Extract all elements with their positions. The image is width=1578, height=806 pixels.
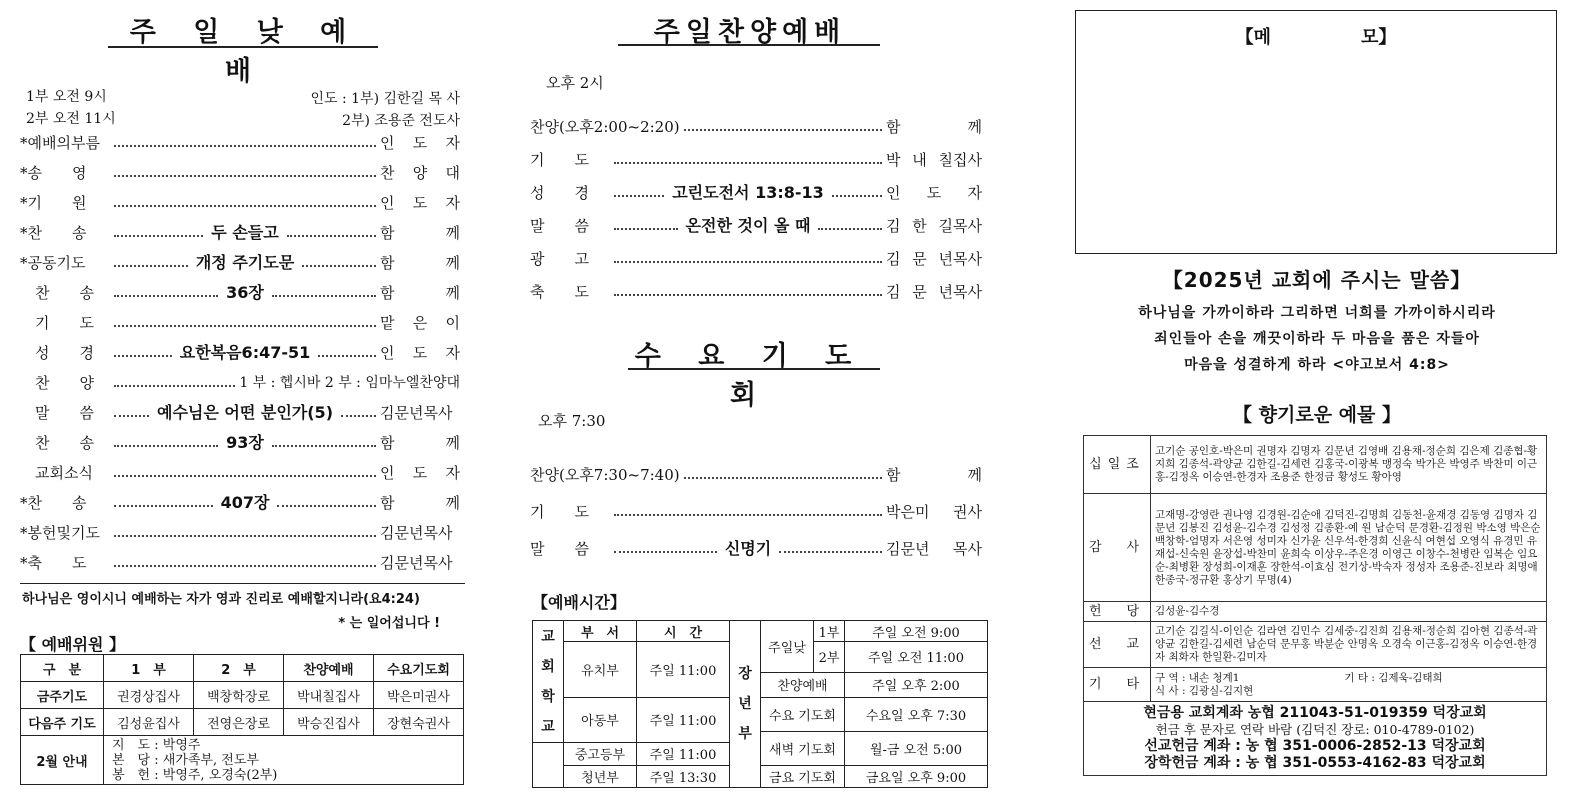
order-responsible: 함 께: [380, 434, 461, 452]
order-label: 기 도: [20, 314, 94, 332]
order-responsible: 인 도 자: [380, 464, 460, 482]
committee-row: [21, 682, 464, 709]
youth-time: 주일 오후 2:00: [845, 672, 988, 697]
order-row: [20, 462, 460, 484]
dot-leader: [272, 445, 376, 447]
praise-service-title: 주일찬양예배: [653, 17, 847, 48]
committee-header: 구 분: [21, 655, 104, 682]
committee-cell: 박내칠집사: [284, 682, 374, 709]
order-row: [530, 281, 982, 303]
order-row: [530, 464, 982, 486]
order-responsible: 맡 은 이: [380, 314, 460, 332]
order-responsible: 인 도 자: [380, 194, 460, 212]
dot-leader: [114, 565, 376, 567]
school-label: [533, 621, 564, 743]
standing-note: * 는 일어섭니다 !: [338, 616, 440, 631]
committee-header: 2 부: [194, 655, 284, 682]
order-responsible: 김문년목사: [380, 554, 453, 572]
order-detail: 개정 주기도문: [195, 253, 295, 272]
order-label: *봉헌및기도: [20, 524, 100, 542]
school-time: 주일 13:30: [637, 765, 730, 787]
service-time-1: 1부 오전 9시: [26, 89, 107, 105]
dot-leader: [114, 385, 235, 387]
committee-cell: 장현숙권사: [374, 709, 464, 736]
order-responsible: 인 도 자: [886, 184, 982, 202]
order-label: 말 씀: [20, 404, 94, 422]
dot-leader: [114, 415, 149, 417]
memo-title: 【메 모】: [1235, 27, 1397, 48]
dot-leader: [614, 294, 882, 296]
offering-label: 감 사: [1084, 494, 1151, 602]
dot-leader: [684, 477, 882, 479]
committee-cell: 박은미권사: [374, 682, 464, 709]
order-responsible: 김문년목사: [380, 524, 453, 542]
order-responsible: 김문년 목사: [886, 540, 982, 558]
order-label: 찬 송: [20, 284, 94, 302]
order-label: 찬양(오후7:30~7:40): [530, 466, 680, 484]
offering-names: 고기순 김길식-이인순 김라연 김민수 김세중-김진희 김용채-정순희 김아현 김종석-곽양균 김한길-김세련 남순덕 문무홍 박분순 안명옥 오경숙 이근홍-김정옥 이승연-한경자 최화자 한일환-김미자: [1151, 622, 1547, 668]
order-responsible: 박 내 칠집사: [886, 151, 982, 169]
dot-leader: [114, 295, 218, 297]
dot-leader: [114, 505, 213, 507]
order-responsible: 함 께: [886, 466, 982, 484]
order-responsible: 1 부 : 헵시바 2 부 : 임마누엘찬양대: [239, 375, 460, 391]
committee-cell: 금주기도: [21, 682, 104, 709]
dot-leader: [114, 175, 376, 177]
order-detail: 36장: [226, 283, 264, 302]
order-row: [20, 432, 460, 454]
order-label: 찬 양: [20, 374, 94, 392]
schedule-header: 부 서: [564, 621, 637, 642]
youth-dept: 금요 기도회: [761, 765, 845, 787]
memo-box: [1075, 10, 1557, 254]
offering-names: 구 역 : 내손 청계1 기 타 : 김제욱-김태희 식 사 : 김광실-김지현: [1151, 668, 1547, 702]
leader-line-2: 2부) 조용준 전도사: [342, 113, 460, 129]
offering-names: 고재명-강영란 권나영 김경원-김순애 김덕진-김명희 김동천-윤재경 김동영 김명자 김문년 김봉진 김성윤-김수경 김성정 김종환-예 원 남순덕 문경환-김정원 박소영 박은순 백창학-엄명자 서은영 성미자 신가윤 신우석-한경희 신윤식 여현섭 오영식 유경민 유재섭-신숙원 윤장섭-박찬미 윤희숙 이상우-주은경 이영근 이창수-천병란 임복순 임요순-최병환 장성희-이재훈 장한석-이효심 전기상-박숙자 정성자 조용준-진보라 최명애 한종국-정규환 홍상기 무명(4): [1151, 494, 1547, 602]
order-responsible: 김 문 년목사: [886, 283, 982, 301]
order-responsible: 찬 양 대: [380, 164, 460, 182]
youth-dept: 수요 기도회: [761, 697, 845, 732]
dot-leader: [614, 551, 717, 553]
praise-service-column: [530, 0, 990, 806]
order-label: 찬 송: [20, 434, 94, 452]
order-label: *찬 송: [20, 494, 87, 512]
order-row: [20, 312, 460, 334]
youth-time: 주일 오전 11:00: [845, 642, 988, 673]
service-times: [26, 86, 116, 130]
youth-time: 금요일 오후 9:00: [845, 765, 988, 787]
order-row: [20, 192, 460, 214]
dot-leader: [287, 235, 376, 237]
order-responsible: 함 께: [886, 118, 982, 136]
order-responsible: 인 도 자: [380, 344, 460, 362]
committee-cell: 전영은장로: [194, 709, 284, 736]
dot-leader: [114, 235, 203, 237]
word-2025-title: 【2025년 교회에 주시는 말씀】: [1162, 268, 1472, 292]
committee-row: [21, 709, 464, 736]
order-row: [20, 402, 460, 424]
offering-names: 고기순 공인호-박은미 권명자 김명자 김문년 김영배 김용채-정순희 김은제 김종협-황지희 김종석-곽양균 김한길-김세련 김홍국-이광복 맹정숙 박가은 박영주 박찬미 이근홍-김정옥 이승연-한경자 조용준 한정금 황성도 황아영: [1151, 436, 1547, 494]
school-dept: 청년부: [564, 765, 637, 787]
order-responsible: 박은미 권사: [886, 503, 982, 521]
word-line: 죄인들아 손을 깨끗이하라 두 마음을 품은 자들아: [1154, 331, 1480, 347]
order-row: [530, 215, 982, 237]
dot-leader: [818, 228, 882, 230]
order-detail: 고린도전서 13:8-13: [672, 183, 824, 202]
dot-leader: [114, 355, 172, 357]
order-label: *기 원: [20, 194, 87, 212]
offering-label: 헌 당: [1084, 602, 1151, 622]
praise-time: 오후 2시: [546, 74, 604, 92]
feb-line: 본 당 : 새가족부, 전도부: [112, 752, 259, 768]
youth-label: [730, 621, 761, 788]
school-label-cont: [533, 743, 564, 788]
word-line: 마음을 성결하게 하라 <야고보서 4:8>: [1184, 357, 1450, 373]
order-responsible: 김 문 년목사: [886, 250, 982, 268]
wednesday-title: 수 요 기 도 회: [634, 341, 866, 411]
committee-title: 【 예배위원 】: [20, 635, 125, 654]
service-time-2: 2부 오전 11시: [26, 111, 116, 127]
school-dept: 중고등부: [564, 743, 637, 765]
divider: [20, 583, 465, 584]
dot-leader: [114, 445, 218, 447]
dot-leader: [341, 415, 376, 417]
order-label: *공동기도: [20, 254, 86, 272]
order-row: [20, 282, 460, 304]
order-detail: 93장: [226, 433, 264, 452]
sunday-service-title: 주 일 낮 예 배: [129, 17, 361, 87]
order-label: 교회소식: [20, 464, 93, 482]
youth-dept: 2부: [814, 642, 845, 673]
order-row: [530, 501, 982, 523]
order-responsible: 인 도 자: [380, 134, 460, 152]
order-row: [530, 538, 982, 560]
offering-label: 십일조: [1084, 436, 1151, 494]
order-responsible: 함 께: [380, 284, 461, 302]
dot-leader: [114, 325, 376, 327]
schedule-table: [532, 620, 988, 788]
dot-leader: [302, 265, 376, 267]
offerings-table: [1083, 435, 1547, 776]
dot-leader: [614, 162, 882, 164]
order-row: [20, 552, 460, 574]
offering-label: 선 교: [1084, 622, 1151, 668]
order-label: 성 경: [530, 184, 589, 202]
order-row: [530, 182, 982, 204]
title-underline: [628, 368, 880, 370]
account-line-2: 헌금 후 문자로 연락 바람 (김덕진 장로: 010-4789-0102): [1155, 722, 1475, 737]
wednesday-time: 오후 7:30: [538, 412, 606, 430]
order-row: [20, 492, 460, 514]
order-label: 말 씀: [530, 540, 589, 558]
committee-cell: 박승진집사: [284, 709, 374, 736]
dot-leader: [114, 145, 376, 147]
feb-guide-label: 2월 안내: [21, 736, 104, 785]
youth-time: 주일 오전 9:00: [845, 621, 988, 642]
order-row: [20, 222, 460, 244]
order-row: [530, 116, 982, 138]
order-label: 기 도: [530, 503, 589, 521]
account-line-1: 현금용 교회계좌 농협 211043-51-019359 덕장교회: [1143, 705, 1487, 721]
order-responsible: 함 께: [380, 224, 460, 242]
vertical-label-text: 장 년 부: [738, 666, 752, 742]
committee-header: 찬양예배: [284, 655, 374, 682]
title-underline: [618, 44, 880, 46]
dot-leader: [114, 205, 376, 207]
school-time: 주일 11:00: [637, 697, 730, 743]
dot-leader: [614, 228, 678, 230]
order-label: *축 도: [20, 554, 87, 572]
account-line-3: 선교헌금 계좌 : 농 협 351-0006-2852-13 덕장교회: [1144, 738, 1486, 754]
order-detail: 예수님은 어떤 분인가(5): [157, 403, 334, 422]
school-dept: 아동부: [564, 697, 637, 743]
youth-dept: 찬양예배: [761, 672, 845, 697]
committee-header-row: [21, 655, 464, 682]
account-line-4: 장학헌금 계좌 : 농 협 351-0553-4162-83 덕장교회: [1144, 755, 1486, 771]
order-row: [530, 248, 982, 270]
order-label: 찬양(오후2:00~2:20): [530, 118, 680, 136]
order-row: [20, 252, 460, 274]
verse-text: 하나님은 영이시니 예배하는 자가 영과 진리로 예배할지니라(요4:24): [22, 592, 420, 607]
dot-leader: [832, 195, 882, 197]
dot-leader: [272, 295, 376, 297]
word-line: 하나님을 가까이하라 그리하면 너희를 가까이하시리라: [1138, 305, 1496, 321]
dot-leader: [614, 514, 882, 516]
youth-time: 수요일 오후 7:30: [845, 697, 988, 732]
dot-leader: [114, 265, 188, 267]
order-label: 성 경: [20, 344, 94, 362]
committee-cell: 다음주 기도: [21, 709, 104, 736]
order-responsible: 함 께: [380, 494, 461, 512]
feb-guide-lines: [104, 736, 464, 785]
youth-dept: 1부: [814, 621, 845, 642]
order-label: *예배의부름: [20, 134, 100, 152]
order-row: [20, 342, 460, 364]
right-column: [1075, 0, 1560, 806]
order-label: 기 도: [530, 151, 589, 169]
order-label: 광 고: [530, 250, 589, 268]
dot-leader: [114, 475, 376, 477]
dot-leader: [684, 129, 882, 131]
offerings-title: 【 향기로운 예물 】: [1233, 404, 1401, 426]
sunday-label: 주일낮: [761, 621, 814, 673]
committee-cell: 김성윤집사: [104, 709, 194, 736]
committee-cell: 백창학장로: [194, 682, 284, 709]
schedule-title: 【예배시간】: [532, 593, 626, 612]
dot-leader: [318, 355, 376, 357]
order-responsible: 김문년목사: [380, 404, 453, 422]
school-time: 주일 11:00: [637, 743, 730, 765]
order-detail: 두 손들고: [211, 223, 279, 242]
order-detail: 요한복음6:47-51: [179, 343, 311, 362]
order-label: *찬 송: [20, 224, 87, 242]
youth-time: 월-금 오전 5:00: [845, 732, 988, 765]
order-row: [20, 522, 460, 544]
order-label: *송 영: [20, 164, 87, 182]
order-row: [20, 132, 460, 154]
dot-leader: [277, 505, 376, 507]
order-detail: 신명기: [724, 539, 772, 558]
committee-cell: 권경상집사: [104, 682, 194, 709]
offering-label: 기 타: [1084, 668, 1151, 702]
dot-leader: [614, 195, 664, 197]
youth-dept: 새벽 기도회: [761, 732, 845, 765]
schedule-header: 시 간: [637, 621, 730, 642]
feb-guide-row: [21, 736, 464, 785]
offering-names: 김성윤-김수경: [1151, 602, 1547, 622]
title-underline: [108, 46, 378, 48]
order-responsible: 함 께: [380, 254, 460, 272]
school-time: 주일 11:00: [637, 642, 730, 698]
sunday-service-column: [20, 0, 470, 806]
dot-leader: [614, 261, 882, 263]
order-responsible: 김 한 길목사: [886, 217, 982, 235]
committee-header: 1 부: [104, 655, 194, 682]
leader-line-1: 인도 : 1부) 김한길 목 사: [310, 91, 460, 107]
accounts-cell: [1084, 702, 1547, 776]
order-label: 축 도: [530, 283, 589, 301]
school-dept: 유치부: [564, 642, 637, 698]
order-row: [20, 162, 460, 184]
feb-line: 봉 헌 : 박영주, 오경숙(2부): [112, 767, 278, 783]
committee-table: [20, 654, 464, 785]
order-row: [530, 149, 982, 171]
order-detail: 온전한 것이 올 때: [685, 216, 811, 235]
word-2025-lines: [1075, 300, 1559, 378]
order-label: 말 씀: [530, 217, 589, 235]
order-row: [20, 372, 460, 394]
order-detail: 407장: [220, 493, 270, 512]
dot-leader: [114, 535, 376, 537]
service-leaders: [310, 88, 460, 132]
vertical-label-text: 교 회 학 교: [541, 628, 555, 735]
dot-leader: [779, 551, 882, 553]
committee-header: 수요기도회: [374, 655, 464, 682]
feb-line: 지 도 : 박영주: [112, 737, 201, 753]
